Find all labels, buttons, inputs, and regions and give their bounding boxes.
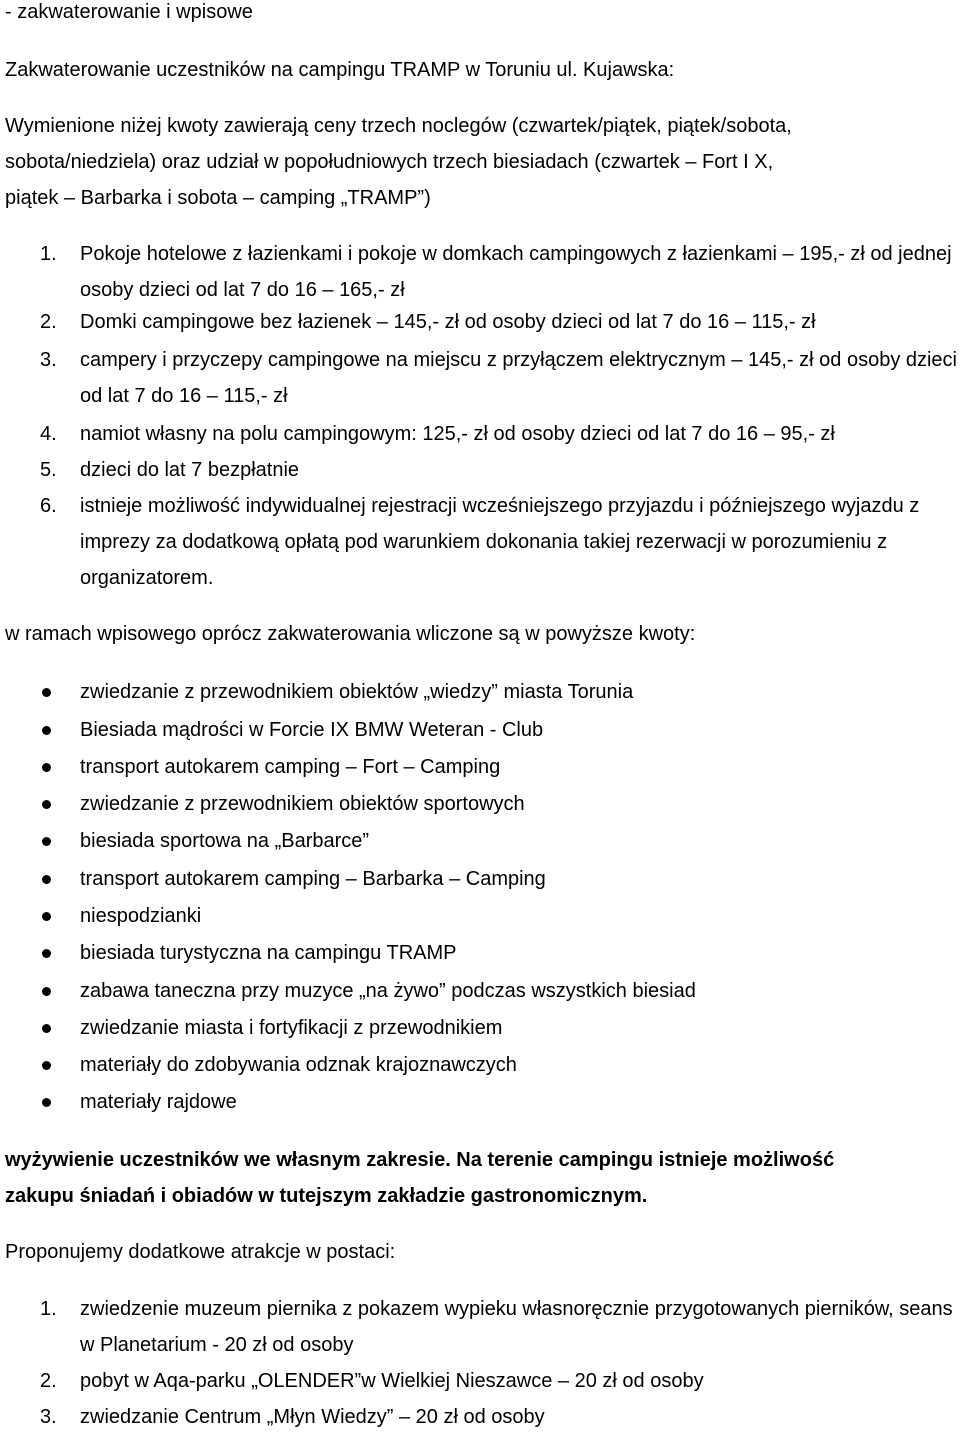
item-text: materiały do zdobywania odznak krajoznawczych <box>80 1054 517 1076</box>
item-text: namiot własny na polu campingowym: 125,- zł od osoby dzieci od lat 7 do 16 – 95,- zł <box>80 423 835 445</box>
bullet-icon <box>42 987 51 996</box>
item-text: Domki campingowe bez łazienek – 145,- zł od osoby dzieci od lat 7 do 16 – 115,- zł <box>80 311 816 333</box>
intro-line: Zakwaterowanie uczestników na campingu TRAMP w Toruniu ul. Kujawska: <box>5 59 675 81</box>
item-text: zwiedzanie miasta i fortyfikacji z przewodnikiem <box>80 1017 503 1039</box>
item-text: transport autokarem camping – Barbarka – Camping <box>80 868 546 890</box>
extras-heading: Proponujemy dodatkowe atrakcje w postaci: <box>5 1241 396 1263</box>
included-item <box>0 1047 960 1083</box>
section-heading: - zakwaterowanie i wpisowe <box>5 1 253 23</box>
bullet-icon <box>42 1098 51 1107</box>
included-item <box>0 712 960 748</box>
item-text: zwiedzanie z przewodnikiem obiektów sportowych <box>80 793 525 815</box>
item-number: 3. <box>40 1406 57 1428</box>
bullet-icon <box>42 1024 51 1033</box>
item-text: zwiedzanie z przewodnikiem obiektów „wiedzy” miasta Torunia <box>80 681 634 703</box>
item-number: 6. <box>40 495 57 517</box>
included-item <box>0 1010 960 1046</box>
item-text: dzieci do lat 7 bezpłatnie <box>80 459 300 481</box>
item-text: Biesiada mądrości w Forcie IX BMW Weteran - Club <box>80 719 544 741</box>
included-item <box>0 1084 960 1120</box>
bullet-icon <box>42 837 51 846</box>
item-text: materiały rajdowe <box>80 1091 237 1113</box>
included-item <box>0 973 960 1009</box>
item-text: niespodzianki <box>80 905 202 927</box>
included-item <box>0 935 960 971</box>
intro-line: sobota/niedziela) oraz udział w popołudniowych trzech biesiadach (czwartek – Fort I X, <box>5 151 774 173</box>
bullet-icon <box>42 726 51 735</box>
item-text: istnieje możliwość indywidualnej rejestracji wcześniejszego przyjazdu i późniejszego wyjazdu z imprezy za dodatkową opłatą pod warunkiem dokonania takiej rezerwacji w porozumieniu z organizatorem. <box>80 495 920 589</box>
item-text: pobyt w Aqa-parku „OLENDER”w Wielkiej Nieszawce – 20 zł od osoby <box>80 1370 704 1392</box>
item-number: 3. <box>40 349 57 371</box>
item-text: biesiada turystyczna na campingu TRAMP <box>80 942 457 964</box>
item-text: campery i przyczepy campingowe na miejscu z przyłączem elektrycznym – 145,- zł od osoby dzieci od lat 7 do 16 – 115,- zł <box>80 349 958 407</box>
item-text: biesiada sportowa na „Barbarce” <box>80 830 370 852</box>
bullet-icon <box>42 875 51 884</box>
item-text: zwiedzanie Centrum „Młyn Wiedzy” – 20 zł od osoby <box>80 1406 545 1428</box>
item-text: zwiedzenie muzeum piernika z pokazem wypieku własnoręcznie przygotowanych pierników, seans w Planetarium - 20 zł od osoby <box>80 1298 953 1356</box>
bullet-icon <box>42 800 51 809</box>
intro-line: Wymienione niżej kwoty zawierają ceny trzech noclegów (czwartek/piątek, piątek/sobota, <box>5 115 792 137</box>
included-item <box>0 861 960 897</box>
included-item <box>0 674 960 710</box>
bullet-icon <box>42 763 51 772</box>
bullet-icon <box>42 912 51 921</box>
bullet-icon <box>42 949 51 958</box>
included-item <box>0 898 960 934</box>
included-item <box>0 786 960 822</box>
item-number: 1. <box>40 243 57 265</box>
food-note: zakupu śniadań i obiadów w tutejszym zakładzie gastronomicznym. <box>5 1185 648 1207</box>
item-number: 2. <box>40 1370 57 1392</box>
item-number: 2. <box>40 311 57 333</box>
included-heading: w ramach wpisowego oprócz zakwaterowania wliczone są w powyższe kwoty: <box>5 623 696 645</box>
included-item <box>0 749 960 785</box>
bullet-icon <box>42 1061 51 1070</box>
bullet-icon <box>42 688 51 697</box>
intro-line: piątek – Barbarka i sobota – camping „TRAMP”) <box>5 187 431 209</box>
item-number: 5. <box>40 459 57 481</box>
food-note: wyżywienie uczestników we własnym zakresie. Na terenie campingu istnieje możliwość <box>5 1149 835 1171</box>
item-text: Pokoje hotelowe z łazienkami i pokoje w domkach campingowych z łazienkami – 195,- zł od jednej osoby dzieci od lat 7 do 16 – 165,- zł <box>80 243 952 301</box>
item-text: zabawa taneczna przy muzyce „na żywo” podczas wszystkich biesiad <box>80 980 696 1002</box>
included-item <box>0 823 960 859</box>
item-text: transport autokarem camping – Fort – Camping <box>80 756 501 778</box>
item-number: 1. <box>40 1298 57 1320</box>
item-number: 4. <box>40 423 57 445</box>
